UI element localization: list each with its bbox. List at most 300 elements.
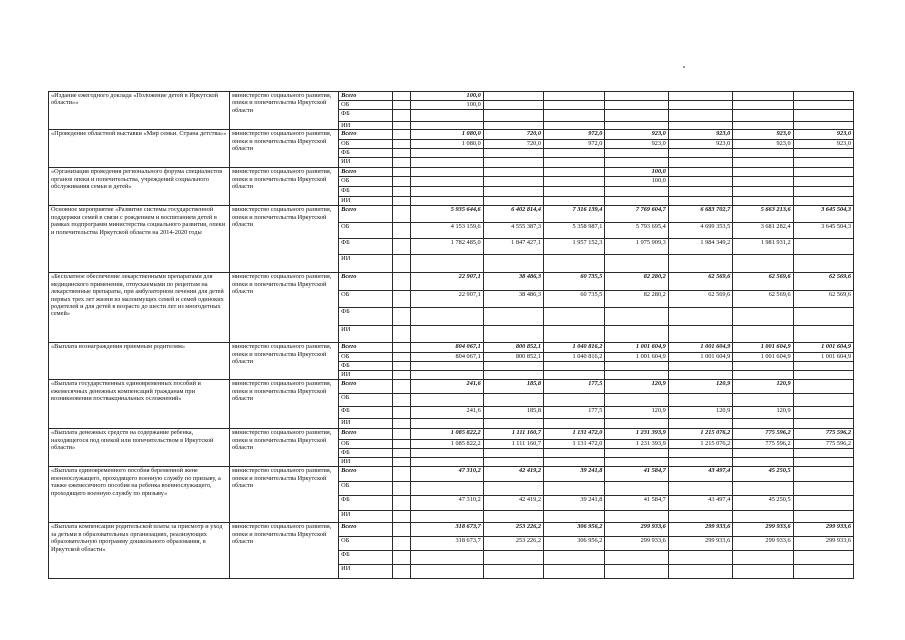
amount-cell: 82 280,2 [605, 273, 668, 291]
amount-cell [733, 110, 793, 122]
amount-cell [605, 565, 668, 579]
amount-cell [793, 482, 853, 496]
empty-cell [393, 197, 411, 206]
amount-cell [544, 482, 605, 496]
amount-cell: 6 683 702,7 [668, 206, 732, 223]
amount-cell: 972,0 [544, 130, 605, 140]
amount-cell: 1 085 822,2 [410, 440, 483, 449]
amount-cell [483, 449, 543, 458]
responsible-executor: министерство социального развития, опеки и попечительства Иркутской области [229, 380, 338, 429]
amount-cell [410, 449, 483, 458]
amount-cell: 100,0 [605, 168, 668, 177]
amount-cell: 1 001 604,9 [793, 353, 853, 362]
amount-cell: 720,0 [483, 130, 543, 140]
amount-cell [668, 362, 732, 371]
amount-cell [733, 551, 793, 565]
amount-cell: 1 085 822,2 [410, 429, 483, 440]
amount-cell: 1 975 909,3 [605, 239, 668, 255]
empty-cell [393, 467, 411, 482]
amount-cell: 299 933,6 [605, 537, 668, 551]
amount-cell: 972,0 [544, 140, 605, 149]
funding-source: ОБ [339, 177, 393, 187]
amount-cell [733, 394, 793, 407]
amount-cell: 39 241,8 [544, 496, 605, 511]
amount-cell: 100,0 [410, 92, 483, 101]
table-row [49, 343, 854, 353]
amount-cell [793, 110, 853, 122]
amount-cell [605, 362, 668, 371]
amount-cell: 5 358 987,1 [544, 223, 605, 239]
empty-cell [393, 158, 411, 168]
amount-cell [793, 407, 853, 419]
amount-cell: 775 596,2 [793, 429, 853, 440]
amount-cell [733, 197, 793, 206]
funding-source: Всего [339, 273, 393, 291]
empty-cell [393, 362, 411, 371]
amount-cell: 1 957 152,3 [544, 239, 605, 255]
amount-cell: 5 935 644,6 [410, 206, 483, 223]
amount-cell [793, 187, 853, 197]
funding-source: ИИ [339, 326, 393, 343]
amount-cell: 1 111 160,7 [483, 440, 543, 449]
amount-cell [483, 371, 543, 380]
amount-cell: 185,8 [483, 407, 543, 419]
amount-cell: 3 645 504,3 [793, 206, 853, 223]
amount-cell [483, 158, 543, 168]
amount-cell [483, 362, 543, 371]
empty-cell [393, 239, 411, 255]
amount-cell: 39 241,8 [544, 467, 605, 482]
amount-cell [793, 92, 853, 101]
amount-cell [483, 110, 543, 122]
amount-cell [605, 458, 668, 467]
amount-cell: 804 067,1 [410, 343, 483, 353]
amount-cell: 62 569,6 [733, 291, 793, 308]
amount-cell: 38 486,3 [483, 291, 543, 308]
amount-cell [410, 394, 483, 407]
amount-cell: 804 067,1 [410, 353, 483, 362]
amount-cell [410, 419, 483, 429]
amount-cell [793, 326, 853, 343]
amount-cell [410, 197, 483, 206]
amount-cell [605, 511, 668, 523]
funding-source: ИИ [339, 419, 393, 429]
funding-source: ОБ [339, 223, 393, 239]
amount-cell: 60 735,5 [544, 291, 605, 308]
budget-table [48, 91, 854, 579]
amount-cell: 60 735,5 [544, 273, 605, 291]
amount-cell: 62 569,6 [668, 273, 732, 291]
amount-cell [668, 419, 732, 429]
amount-cell: 299 933,6 [793, 523, 853, 537]
empty-cell [393, 353, 411, 362]
amount-cell: 299 933,6 [605, 523, 668, 537]
amount-cell [668, 187, 732, 197]
funding-source: ИИ [339, 158, 393, 168]
amount-cell [605, 394, 668, 407]
funding-source: ИИ [339, 371, 393, 380]
amount-cell [793, 362, 853, 371]
amount-cell: 82 280,2 [605, 291, 668, 308]
amount-cell [668, 197, 732, 206]
table-row [49, 429, 854, 440]
empty-cell [393, 92, 411, 101]
amount-cell: 241,6 [410, 407, 483, 419]
amount-cell [668, 255, 732, 273]
activity-name: «Проведение областной выставки «Мир семьи. Страна детства»» [49, 130, 230, 168]
amount-cell [605, 187, 668, 197]
amount-cell [733, 308, 793, 326]
amount-cell: 1 001 604,9 [733, 343, 793, 353]
amount-cell [544, 449, 605, 458]
amount-cell: 720,0 [483, 140, 543, 149]
amount-cell [668, 511, 732, 523]
empty-cell [393, 255, 411, 273]
empty-cell [393, 187, 411, 197]
amount-cell [605, 110, 668, 122]
table-row [49, 273, 854, 291]
funding-source: ФБ [339, 110, 393, 122]
amount-cell [733, 158, 793, 168]
funding-source: ФБ [339, 149, 393, 158]
amount-cell: 120,9 [605, 407, 668, 419]
amount-cell [410, 122, 483, 130]
amount-cell: 1 040 816,2 [544, 343, 605, 353]
empty-cell [393, 371, 411, 380]
amount-cell [793, 496, 853, 511]
empty-cell [393, 380, 411, 394]
empty-cell [393, 458, 411, 467]
amount-cell [733, 511, 793, 523]
amount-cell [410, 149, 483, 158]
amount-cell: 62 569,6 [668, 291, 732, 308]
funding-source: ОБ [339, 482, 393, 496]
amount-cell [410, 565, 483, 579]
amount-cell: 100,0 [605, 177, 668, 187]
amount-cell [483, 551, 543, 565]
activity-name: «Издание ежегодного доклада «Положение детей в Иркутской области»» [49, 92, 230, 130]
amount-cell [733, 187, 793, 197]
empty-cell [393, 291, 411, 308]
amount-cell: 43 497,4 [668, 496, 732, 511]
amount-cell [544, 394, 605, 407]
amount-cell [483, 149, 543, 158]
amount-cell [544, 187, 605, 197]
amount-cell [793, 122, 853, 130]
amount-cell: 3 681 282,4 [733, 223, 793, 239]
amount-cell: 41 584,7 [605, 467, 668, 482]
amount-cell [544, 149, 605, 158]
amount-cell [483, 187, 543, 197]
amount-cell: 775 596,2 [733, 429, 793, 440]
amount-cell [605, 149, 668, 158]
activity-name: «Выплата компенсации родительской платы за присмотр и уход за детьми в образовательных организациях, реализующих образовательную программу дошкольного образования, в Иркутской области» [49, 523, 230, 579]
empty-cell [393, 168, 411, 177]
amount-cell [544, 110, 605, 122]
amount-cell [410, 326, 483, 343]
table-row [49, 523, 854, 537]
amount-cell [605, 326, 668, 343]
amount-cell [733, 255, 793, 273]
amount-cell [410, 177, 483, 187]
amount-cell [605, 371, 668, 380]
amount-cell: 1 231 393,9 [605, 429, 668, 440]
amount-cell [733, 419, 793, 429]
amount-cell [483, 308, 543, 326]
amount-cell: 800 852,1 [483, 343, 543, 353]
amount-cell: 299 933,6 [733, 523, 793, 537]
amount-cell: 923,0 [733, 130, 793, 140]
amount-cell [793, 394, 853, 407]
funding-source: Всего [339, 523, 393, 537]
funding-source: Всего [339, 130, 393, 140]
amount-cell [483, 92, 543, 101]
funding-source: Всего [339, 206, 393, 223]
amount-cell [668, 158, 732, 168]
amount-cell [605, 308, 668, 326]
amount-cell [483, 168, 543, 177]
amount-cell [483, 511, 543, 523]
amount-cell [605, 482, 668, 496]
amount-cell [605, 92, 668, 101]
funding-source: ФБ [339, 551, 393, 565]
amount-cell: 923,0 [733, 140, 793, 149]
amount-cell [668, 394, 732, 407]
amount-cell [605, 255, 668, 273]
amount-cell [544, 371, 605, 380]
responsible-executor: министерство социального развития, опеки и попечительства Иркутской области [229, 168, 338, 206]
amount-cell [544, 326, 605, 343]
amount-cell [544, 362, 605, 371]
amount-cell: 800 852,1 [483, 353, 543, 362]
amount-cell: 47 310,2 [410, 496, 483, 511]
amount-cell [544, 565, 605, 579]
amount-cell: 923,0 [605, 140, 668, 149]
amount-cell [410, 511, 483, 523]
amount-cell [483, 101, 543, 110]
activity-name: «Выплата единовременного пособия беременной жене военнослужащего, проходящего военную службу по призыву, а также ежемесячного пособия на ребенка военнослужащего, проходящего военную службу по призыву» [49, 467, 230, 523]
amount-cell: 1 001 604,9 [668, 343, 732, 353]
amount-cell: 1 040 816,2 [544, 353, 605, 362]
table-row [49, 467, 854, 482]
empty-cell [393, 101, 411, 110]
amount-cell [605, 449, 668, 458]
empty-cell [393, 130, 411, 140]
amount-cell [483, 255, 543, 273]
responsible-executor: министерство социального развития, опеки и попечительства Иркутской области [229, 273, 338, 343]
amount-cell [733, 449, 793, 458]
amount-cell [793, 101, 853, 110]
amount-cell: 1 001 604,9 [733, 353, 793, 362]
amount-cell [793, 255, 853, 273]
amount-cell [793, 197, 853, 206]
funding-source: ФБ [339, 449, 393, 458]
amount-cell: 4 699 353,5 [668, 223, 732, 239]
responsible-executor: министерство социального развития, опеки и попечительства Иркутской области [229, 467, 338, 523]
funding-source: ИИ [339, 511, 393, 523]
empty-cell [393, 523, 411, 537]
amount-cell [733, 371, 793, 380]
funding-source: ФБ [339, 496, 393, 511]
amount-cell [793, 239, 853, 255]
amount-cell [733, 168, 793, 177]
amount-cell: 1 215 076,2 [668, 440, 732, 449]
amount-cell [793, 551, 853, 565]
amount-cell [793, 511, 853, 523]
amount-cell [793, 177, 853, 187]
amount-cell [483, 326, 543, 343]
funding-source: ФБ [339, 308, 393, 326]
amount-cell [544, 308, 605, 326]
amount-cell [544, 255, 605, 273]
funding-source: Всего [339, 92, 393, 101]
amount-cell: 923,0 [668, 140, 732, 149]
amount-cell [793, 467, 853, 482]
amount-cell [668, 308, 732, 326]
amount-cell [793, 458, 853, 467]
amount-cell: 22 907,1 [410, 273, 483, 291]
amount-cell: 923,0 [793, 140, 853, 149]
funding-source: ИИ [339, 122, 393, 130]
empty-cell [393, 177, 411, 187]
amount-cell [668, 458, 732, 467]
amount-cell: 7 316 139,4 [544, 206, 605, 223]
empty-cell [393, 440, 411, 449]
amount-cell [483, 419, 543, 429]
amount-cell: 1 001 604,9 [668, 353, 732, 362]
amount-cell [668, 168, 732, 177]
amount-cell [544, 458, 605, 467]
empty-cell [393, 140, 411, 149]
empty-cell [393, 110, 411, 122]
amount-cell [793, 149, 853, 158]
funding-source: ИИ [339, 458, 393, 467]
funding-source: Всего [339, 429, 393, 440]
amount-cell: 100,0 [410, 101, 483, 110]
amount-cell [544, 511, 605, 523]
amount-cell: 1 080,0 [410, 130, 483, 140]
amount-cell [410, 255, 483, 273]
amount-cell: 120,9 [668, 407, 732, 419]
amount-cell: 177,5 [544, 407, 605, 419]
funding-source: ОБ [339, 440, 393, 449]
amount-cell [668, 326, 732, 343]
amount-cell: 42 419,2 [483, 467, 543, 482]
amount-cell: 22 907,1 [410, 291, 483, 308]
amount-cell [605, 122, 668, 130]
amount-cell [544, 101, 605, 110]
amount-cell [544, 177, 605, 187]
amount-cell: 241,6 [410, 380, 483, 394]
amount-cell [410, 308, 483, 326]
amount-cell: 5 793 695,4 [605, 223, 668, 239]
amount-cell [668, 92, 732, 101]
funding-source: Всего [339, 380, 393, 394]
funding-source: ФБ [339, 362, 393, 371]
amount-cell: 5 663 213,6 [733, 206, 793, 223]
funding-source: ОБ [339, 353, 393, 362]
empty-cell [393, 511, 411, 523]
amount-cell [733, 458, 793, 467]
amount-cell: 3 645 504,3 [793, 223, 853, 239]
activity-name: «Организация проведения регионального форума специалистов органов опеки и попечительства, учреждений социального обслуживания семьи и детей» [49, 168, 230, 206]
responsible-executor: министерство социального развития, опеки и попечительства Иркутской области [229, 343, 338, 380]
amount-cell [483, 482, 543, 496]
amount-cell [793, 449, 853, 458]
amount-cell [668, 565, 732, 579]
activity-name: «Выплата денежных средств на содержание ребенка, находящегося под опекой или попечительством в Иркутской области» [49, 429, 230, 467]
amount-cell: 4 153 159,6 [410, 223, 483, 239]
amount-cell: 299 933,6 [668, 523, 732, 537]
amount-cell [410, 551, 483, 565]
table-row [49, 380, 854, 394]
funding-source: ФБ [339, 239, 393, 255]
empty-cell [393, 449, 411, 458]
amount-cell [733, 122, 793, 130]
funding-source: ОБ [339, 394, 393, 407]
amount-cell: 43 497,4 [668, 467, 732, 482]
amount-cell: 177,5 [544, 380, 605, 394]
empty-cell [393, 394, 411, 407]
amount-cell: 120,9 [668, 380, 732, 394]
amount-cell: 1 231 393,9 [605, 440, 668, 449]
amount-cell [544, 92, 605, 101]
amount-cell [410, 371, 483, 380]
amount-cell: 1 001 604,9 [605, 353, 668, 362]
amount-cell: 923,0 [668, 130, 732, 140]
table-row [49, 130, 854, 140]
amount-cell [668, 449, 732, 458]
empty-cell [393, 419, 411, 429]
amount-cell [410, 482, 483, 496]
amount-cell: 41 584,7 [605, 496, 668, 511]
funding-source: ОБ [339, 140, 393, 149]
amount-cell: 923,0 [793, 130, 853, 140]
responsible-executor: министерство социального развития, опеки и попечительства Иркутской области [229, 130, 338, 168]
amount-cell: 1 001 604,9 [793, 343, 853, 353]
responsible-executor: министерство социального развития, опеки и попечительства Иркутской области [229, 206, 338, 273]
amount-cell [605, 197, 668, 206]
empty-cell [393, 343, 411, 353]
amount-cell: 62 569,6 [793, 273, 853, 291]
amount-cell [668, 177, 732, 187]
funding-source: ОБ [339, 101, 393, 110]
activity-name: «Выплата вознаграждения приемным родителям» [49, 343, 230, 380]
amount-cell [793, 371, 853, 380]
amount-cell [733, 565, 793, 579]
amount-cell: 775 596,2 [733, 440, 793, 449]
empty-cell [393, 407, 411, 419]
amount-cell: 38 486,3 [483, 273, 543, 291]
amount-cell: 1 984 349,2 [668, 239, 732, 255]
amount-cell [793, 565, 853, 579]
amount-cell: 1 215 076,2 [668, 429, 732, 440]
activity-name: «Бесплатное обеспечение лекарственными препаратами для медицинского применения, отпускаемыми по рецептам на лекарственные препараты, при амбулаторном лечении для детей первых трех лет жизни из малоимущих семей и семей одиноких родителей и для детей в возрасте до шести лет из многодетных семей» [49, 273, 230, 343]
amount-cell [668, 482, 732, 496]
amount-cell [793, 168, 853, 177]
amount-cell: 6 402 814,4 [483, 206, 543, 223]
empty-cell [393, 122, 411, 130]
amount-cell [483, 122, 543, 130]
table-row [49, 92, 854, 101]
amount-cell [668, 122, 732, 130]
amount-cell [544, 551, 605, 565]
amount-cell [544, 158, 605, 168]
amount-cell: 1 080,0 [410, 140, 483, 149]
amount-cell: 62 569,6 [733, 273, 793, 291]
amount-cell: 7 769 604,7 [605, 206, 668, 223]
empty-cell [393, 537, 411, 551]
